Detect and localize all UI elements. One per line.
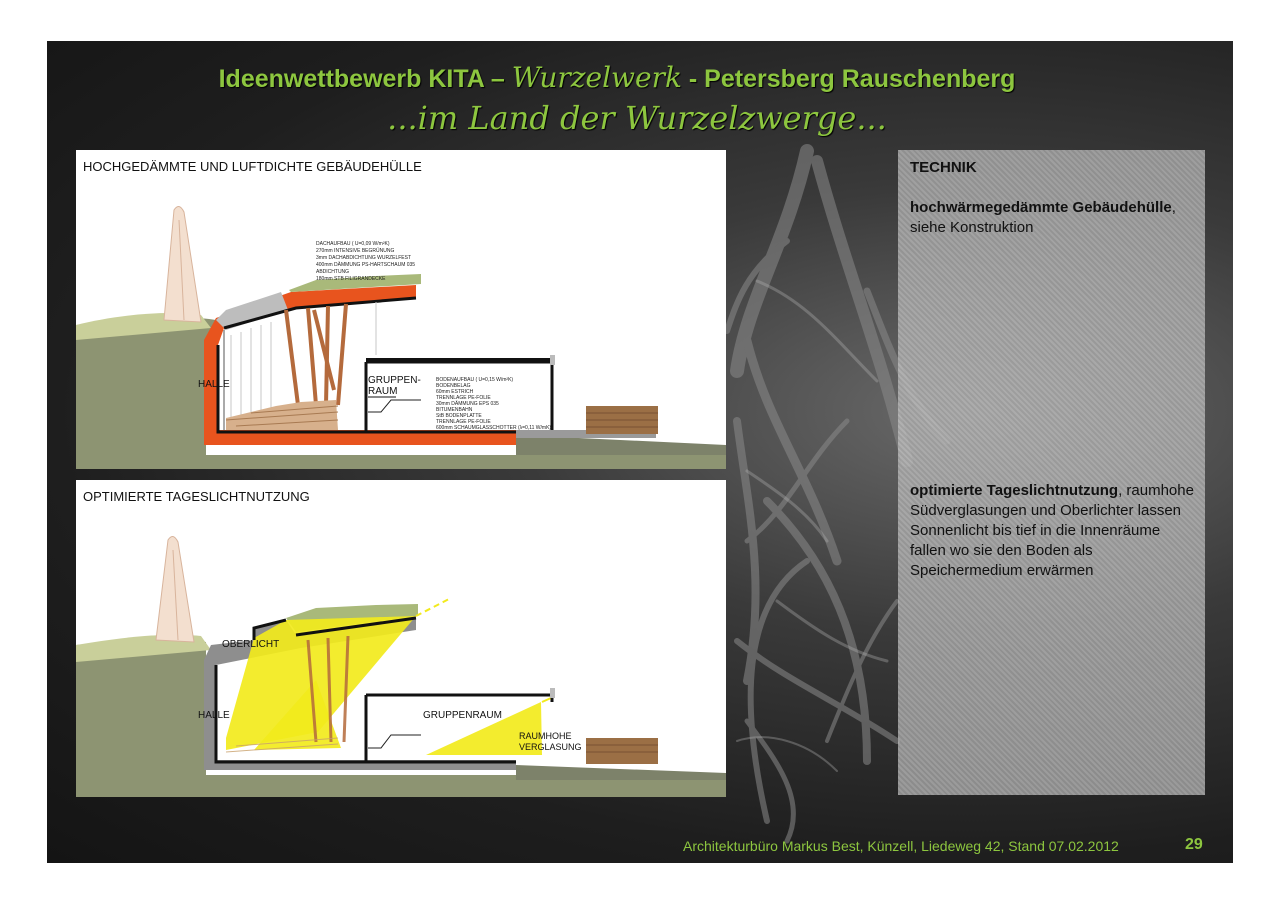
header-title — [47, 61, 1187, 94]
label-halle: HALLE — [198, 710, 230, 721]
section-drawing-insulation — [76, 150, 726, 469]
roof-spec-line: 180mm STB FILIGRANDECKE — [316, 276, 386, 282]
floor-spec-block — [436, 377, 551, 431]
info-paragraph-daylight — [910, 481, 1198, 581]
footer-credit: Architekturbüro Markus Best, Künzell, Liedeweg 42, Stand 07.02.2012 — [683, 838, 1119, 854]
floor-spec-line: 600mm SCHAUMGLASSCHOTTER (λ=0,11 W/mK) — [436, 425, 552, 431]
label-oberlicht: OBERLICHT — [222, 639, 280, 650]
label-gruppen-1: GRUPPEN- — [368, 375, 421, 386]
title-prefix: Ideenwettbewerb KITA – — [218, 65, 512, 93]
panel1-title: HOCHGEDÄMMTE UND LUFTDICHTE GEBÄUDEHÜLLE — [83, 159, 422, 174]
floor-spec-line: 30mm DÄMMUNG EPS 035 — [436, 401, 499, 407]
info-p2-rest: , raumhohe Südverglasungen und Oberlichter lassen Sonnenlicht bis tief in die Innenräume fallen wo sie den Boden als Speichermedium erwärmen — [910, 482, 1194, 579]
roof-spec-line: ABDICHTUNG — [316, 269, 350, 275]
insulation-section-drawing — [76, 150, 726, 469]
title-suffix: - Petersberg Rauschenberg — [681, 65, 1016, 93]
floor-spec-line: 60mm ESTRICH — [436, 389, 474, 395]
roof-spec-line: DACHAUFBAU ( U=0,09 W/m²K) — [316, 241, 390, 247]
label-halle: HALLE — [198, 379, 230, 390]
page-number: 29 — [1185, 836, 1203, 853]
section-drawing-daylight — [76, 480, 726, 797]
info-p1-bold: hochwärmegedämmte Gebäudehülle — [910, 199, 1172, 216]
label-gruppen-2: RAUM — [368, 386, 398, 397]
roof-spec-line: 3mm DACHABDICHTUNG WURZELFEST — [316, 255, 412, 261]
panel2-title: OPTIMIERTE TAGESLICHTNUTZUNG — [83, 489, 310, 504]
label-raumhohe-1: RAUMHOHE — [519, 731, 572, 741]
info-p1-rest: , siehe Konstruktion — [910, 199, 1176, 236]
daylight-section-drawing — [76, 480, 726, 797]
label-gruppenraum: GRUPPENRAUM — [423, 710, 502, 721]
floor-spec-line: BITUMENBAHN — [436, 407, 473, 413]
roof-spec-line: 270mm INTENSIVE BEGRÜNUNG — [316, 248, 395, 254]
info-paragraph-insulation — [910, 198, 1195, 238]
info-heading: TECHNIK — [910, 159, 977, 176]
title-script-word: Wurzelwerk — [511, 61, 682, 94]
header-subtitle: ...im Land der Wurzelzwerge... — [387, 99, 887, 137]
floor-spec-line: StB BODENPLATTE — [436, 413, 482, 419]
floor-spec-line: TRENNLAGE PE-FOLIE — [436, 419, 491, 425]
label-raumhohe-2: VERGLASUNG — [519, 742, 582, 752]
floor-spec-line: BODENBELAG — [436, 383, 471, 389]
technik-info-box — [898, 150, 1205, 795]
slide — [47, 41, 1233, 863]
floor-spec-line: BODENAUFBAU ( U=0,15 W/m²K) — [436, 377, 514, 383]
roof-spec-line: 400mm DÄMMUNG PS-HARTSCHAUM 035 — [316, 262, 416, 268]
info-p2-bold: optimierte Tageslichtnutzung — [910, 482, 1119, 499]
floor-spec-line: TRENNLAGE PE-FOLIE — [436, 395, 491, 401]
